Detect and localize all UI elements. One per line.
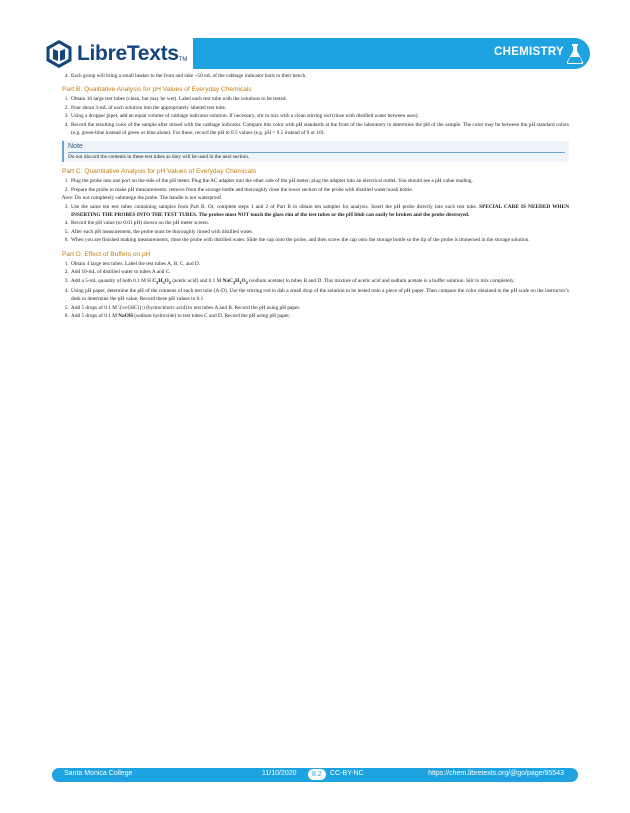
- warning-text: SPECIAL CARE IS NEEDED WHEN INSERTING THE PROBES INTO THE TEST TUBES. The probes must NOT touch the glass rim of the test tubes or the pH blub can easily be broken and the probe destroyed.: [71, 203, 570, 219]
- part-b-heading: Part B: Qualitative Analysis for pH Values of Everyday Chemicals: [62, 86, 252, 94]
- flask-icon: [565, 42, 585, 65]
- page-number-badge: 8.2: [308, 769, 326, 780]
- list-item: 5. Add 5 drops of 0.1 M \(\ce{HCl}\) (hydrochloric acid) to test tubes A and B. Record the pH using pH paper.: [70, 304, 569, 312]
- note-title: Note: [68, 142, 565, 153]
- list-item: 1. Plug the probe into one port on the side of the pH meter. Plug the AC adapter into the other side of the pH meter; plug the adapter into an electrical outlet. You should see a pH value reading.: [70, 177, 569, 185]
- part-c-heading: Part C: Quantitative Analysis for pH Values of Everyday Chemicals: [62, 168, 257, 176]
- libretexts-logo[interactable]: [44, 36, 193, 72]
- list-item: 3. Using a dropper pipet, add an equal volume of cabbage indicator solution. If necessary, stir to mix with a clean stirring rod (rinse with distilled water between uses).: [70, 112, 569, 120]
- list-item: 6. When you are finished making measurements, rinse the probe with distilled water. Slide the cap onto the probe, and then screw the cap onto the storage bottle so the tip of the probe is immersed in the storage solution.: [70, 236, 569, 244]
- formula-acetic-acid: $C_2H_3O_2$: [152, 277, 171, 285]
- item-text: (acetic acid) and 0.1 M: [171, 277, 223, 284]
- list-item: [70, 312, 569, 320]
- formula-sodium-acetate: $NaC_2H_3O_2$: [222, 277, 248, 285]
- page-content: [62, 72, 569, 321]
- item-text: Add 5 drops of 0.1 M: [71, 313, 119, 320]
- footer-date: 11/10/2020: [262, 770, 297, 777]
- logo-text: LibreTexts: [77, 42, 179, 65]
- item-text: Add a 5-mL quantity of both 0.1 M H: [71, 277, 153, 284]
- list-item: 1. Obtain 10 large test tubes (clean, but may be wet). Label each test tube with the solutions to be tested.: [70, 95, 569, 103]
- list-item: [70, 203, 569, 220]
- formula-naoh: NaOH: [118, 313, 133, 320]
- part-d-heading: Part D: Effect of Buffers on pH: [62, 250, 151, 258]
- item-text: (sodium hydroxide) to test tubes C and D. Record the pH using pH paper.: [132, 313, 291, 320]
- probe-note-text: : Do not completely submerge the probe. The handle is not waterproof.: [72, 195, 223, 202]
- subject-label: CHEMISTRY: [494, 46, 564, 58]
- libretexts-logo-icon: [44, 39, 74, 69]
- item-text: (sodium acetate) to tubes B and D. This mixture of acetic acid and sodium acetate is a buffer solution. Stir to mix completely.: [247, 277, 515, 284]
- footer-college: Santa Monica College: [64, 770, 133, 777]
- list-item: 4. Each group will bring a small beaker to the front and take ~50 mL of the cabbage indicator back to their bench.: [70, 72, 569, 80]
- logo-trademark: TM: [178, 57, 188, 63]
- note-box: [62, 141, 569, 162]
- list-item: [70, 277, 569, 287]
- list-item: 4. Record the pH value (to 0.01 pH) shown on the pH meter screen.: [70, 219, 569, 227]
- intro-list: [62, 72, 569, 80]
- probe-note: [62, 194, 569, 202]
- item-text: Use the same ten test tubes containing samples from Part B. Or, complete steps 1 and 2 of Part B to obtain ten samples for analysis. Insert the pH probe directly into each test tube.: [71, 203, 478, 210]
- list-item: 2. Pour about 3-mL of each solution into the appropriately labeled test tube.: [70, 104, 569, 112]
- probe-note-label: Note: [62, 195, 73, 202]
- part-b-list: [62, 95, 569, 137]
- page-footer: [52, 768, 578, 782]
- footer-url-link[interactable]: https://chem.libretexts.org/@go/page/95543: [428, 770, 564, 777]
- list-item: 2. Prepare the probe to make pH measurements: remove from the storage bottle and thoroughly rinse the lower section of the probe with distilled water/wash bottle.: [70, 186, 569, 194]
- list-item: 4. Using pH paper, determine the pH of the contents of each test tube (A-D). Use the stirring rod to dab a small drop of the solution to be tested onto a piece of pH paper. Then compare the color obtained to the pH scale on the instructor’s desk to determine the pH value. Record these pH values to 0.1: [70, 287, 569, 304]
- header-bar: [139, 38, 590, 69]
- footer-license[interactable]: CC-BY-NC: [330, 770, 364, 777]
- part-c-list-b: [62, 203, 569, 245]
- note-body: Do not discard the contents in these test tubes as they will be used in the next section.: [68, 154, 250, 161]
- part-c-list-a: [62, 177, 569, 194]
- list-item: 1. Obtain 4 large test tubes. Label the test tubes A, B, C, and D.: [70, 260, 569, 268]
- list-item: 5. After each pH measurement, the probe must be thoroughly rinsed with distilled water.: [70, 228, 569, 236]
- list-item: 4. Record the resulting color of the sample after mixed with the cabbage indicator. Compare this color with pH standards at the front of the laboratory to determine the pH of the sample. The color may be between the pH standard colors (e.g. green-blue instead of green or blue alone). For these, record the pH to 0.5 values (e.g. pH = 9.5 instead of 9 or 10).: [70, 121, 569, 138]
- part-d-list: [62, 260, 569, 321]
- page-header: [44, 36, 590, 72]
- list-item: 2. Add 10-mL of distilled water to tubes A and C.: [70, 268, 569, 276]
